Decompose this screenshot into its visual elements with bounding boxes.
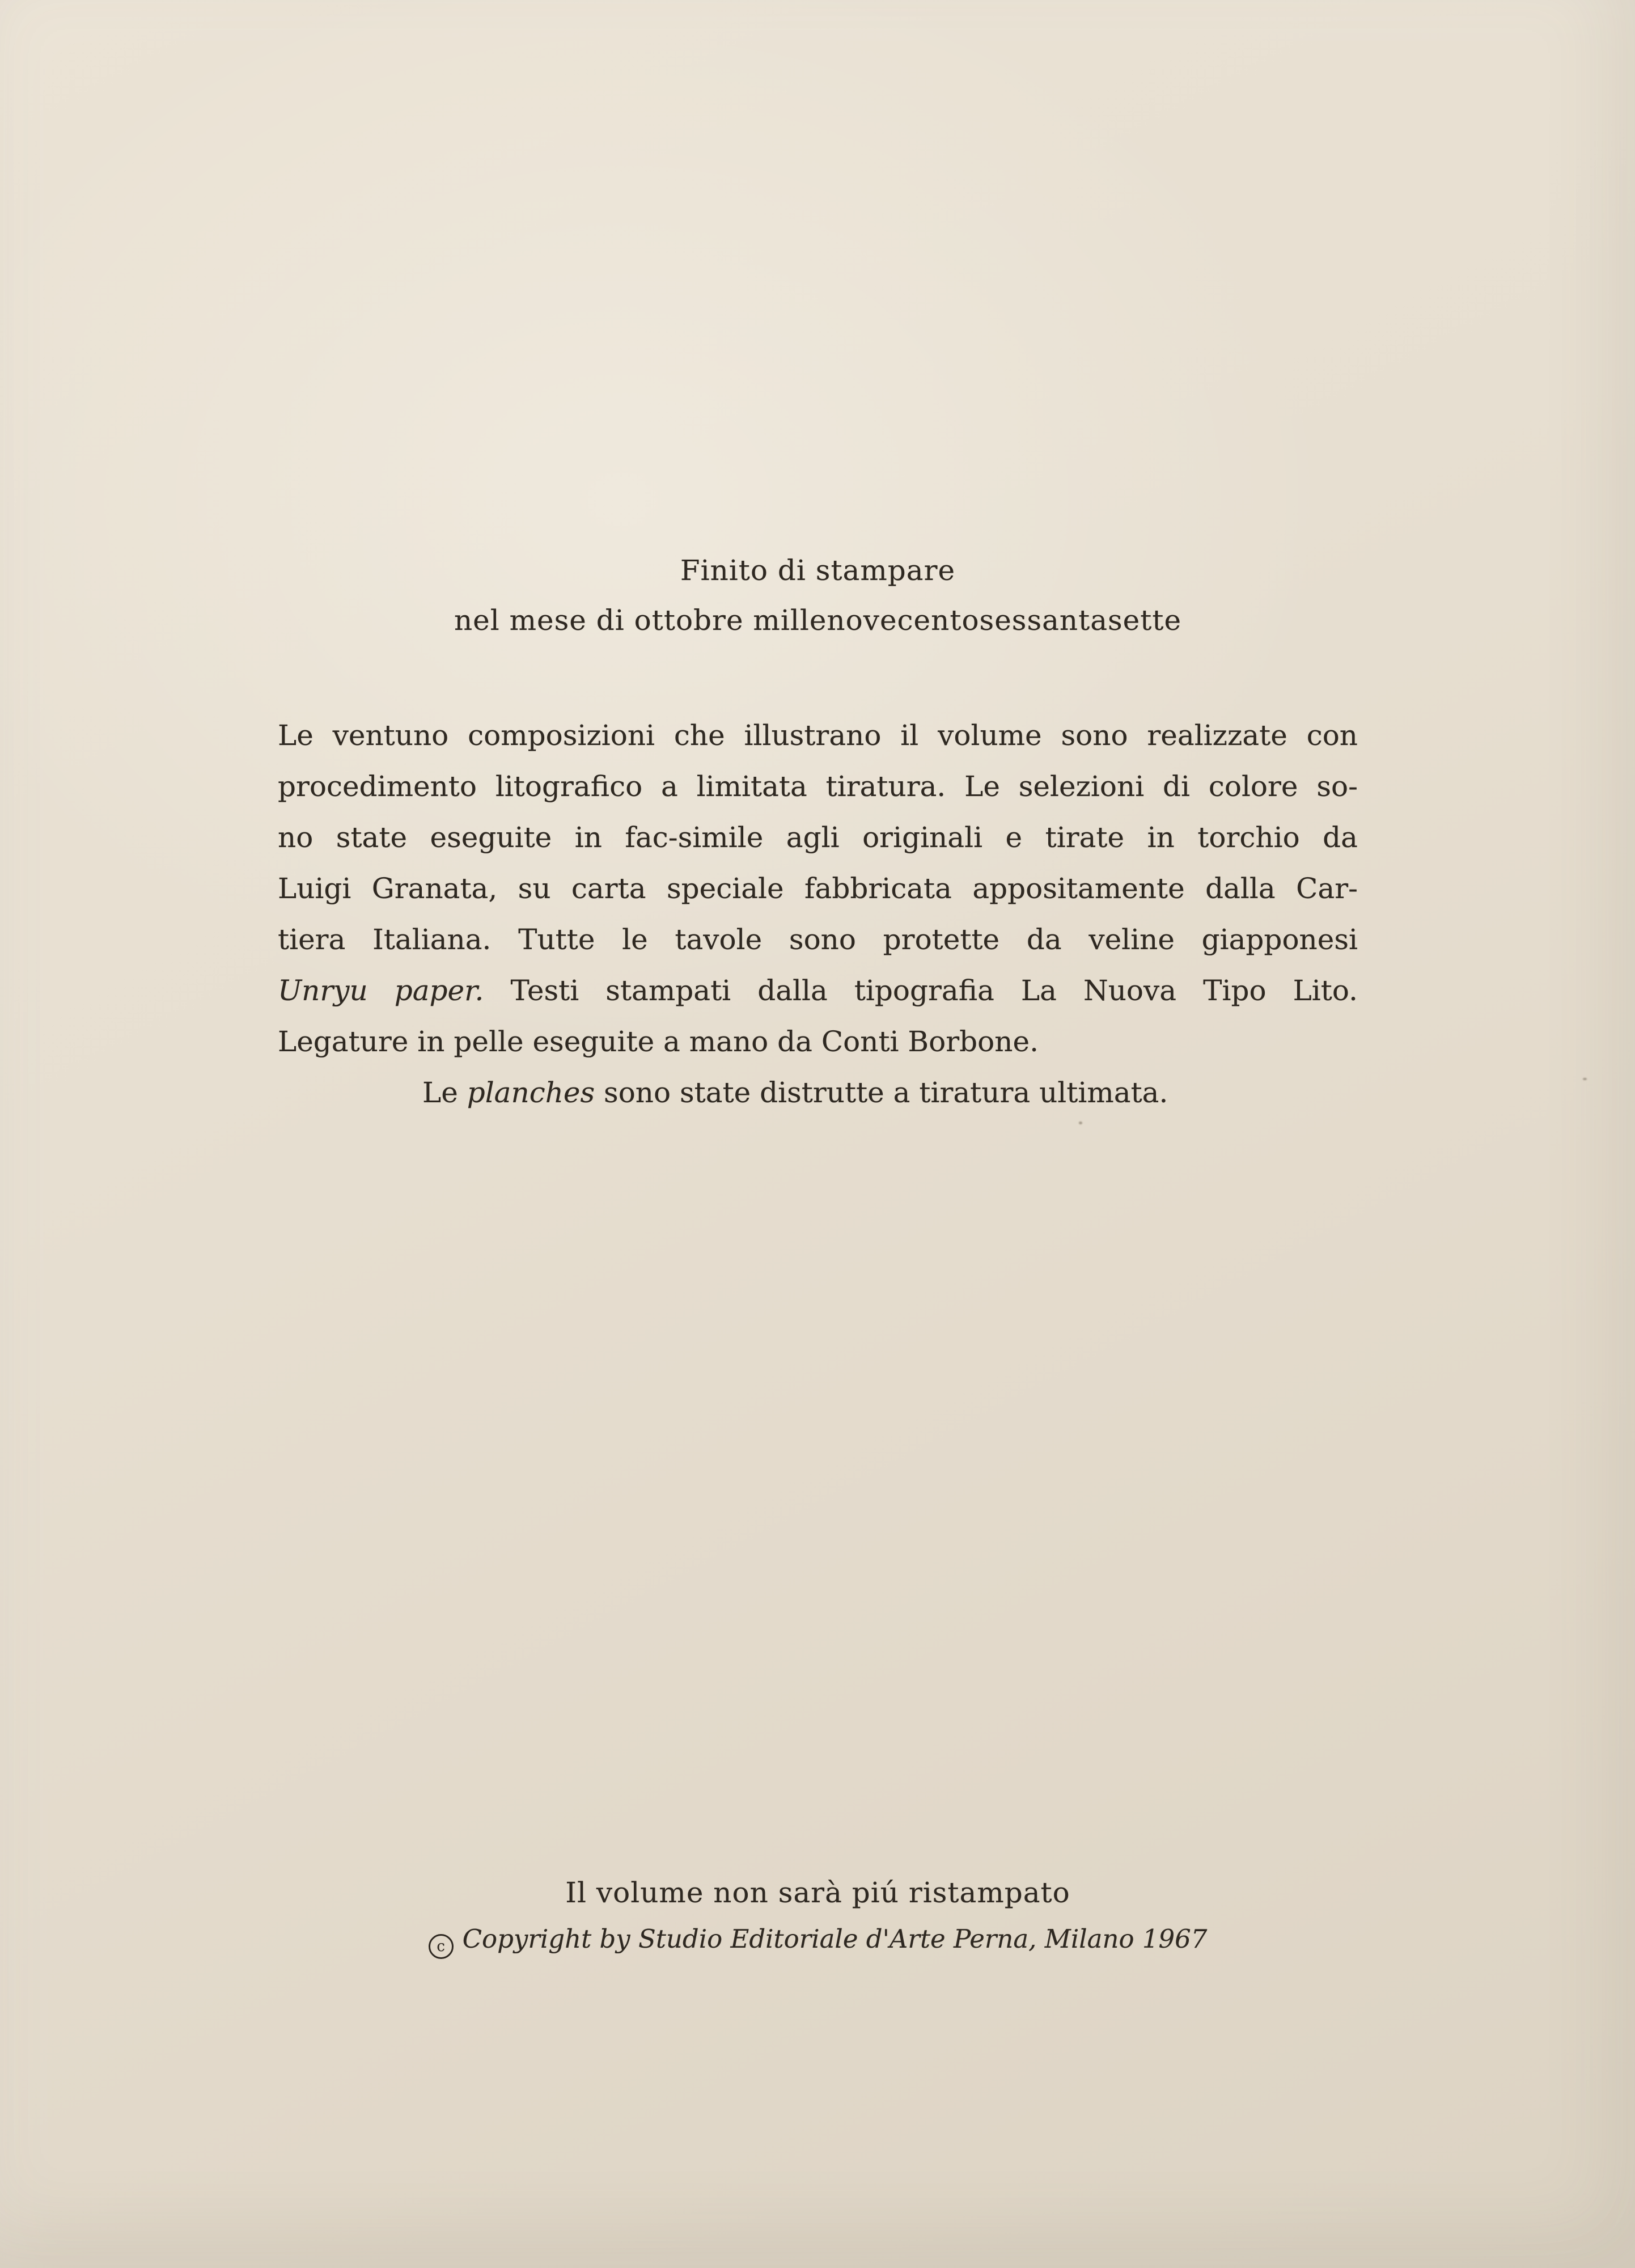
paragraph-line xyxy=(278,965,1358,1016)
copyright-text: Copyright by Studio Editoriale d'Arte Perna, Milano 1967 xyxy=(462,1924,1208,1954)
paragraph-text: sono state distrutte a tiratura ultimata. xyxy=(595,1076,1168,1109)
copyright-icon xyxy=(429,1934,454,1959)
copyright-letter: c xyxy=(437,1938,445,1955)
paragraph-text-italic: planches xyxy=(467,1076,595,1109)
paper-speck xyxy=(1079,1122,1082,1124)
no-reprint-notice: Il volume non sarà piú ristampato xyxy=(565,1876,1070,1909)
paragraph-text: tiera Italiana. Tutte le tavole sono protette da veline giapponesi xyxy=(278,923,1358,956)
paragraph-line xyxy=(278,1016,1358,1067)
copyright-line xyxy=(278,1922,1358,1959)
paragraph-line xyxy=(278,812,1358,863)
paragraph-text: Legature in pelle eseguite a mano da Conti Borbone. xyxy=(278,1025,1039,1058)
paragraph-text: no state eseguite in fac-simile agli originali e tirate in torchio da xyxy=(278,821,1358,854)
colophon-paragraph xyxy=(278,710,1358,1118)
paper-speck xyxy=(1583,1078,1587,1080)
paragraph-text: Le xyxy=(422,1076,467,1109)
paragraph-line xyxy=(278,761,1358,812)
heading-line: Finito di stampare xyxy=(680,554,956,587)
paragraph-text: procedimento litografico a limitata tiratura. Le selezioni di colore so- xyxy=(278,770,1358,803)
paragraph-text: Testi stampati dalla tipografia La Nuova Tipo Lito. xyxy=(484,974,1358,1007)
paragraph-text: Luigi Granata, su carta speciale fabbricata appositamente dalla Car- xyxy=(278,872,1358,905)
heading-line: nel mese di ottobre millenovecentosessantasette xyxy=(454,604,1182,637)
paragraph-text: Le ventuno composizioni che illustrano il volume sono realizzate con xyxy=(278,719,1358,752)
paragraph-line xyxy=(278,914,1358,965)
paragraph-line xyxy=(278,863,1358,914)
colophon-heading xyxy=(278,545,1358,645)
colophon-footer xyxy=(278,1872,1358,1959)
paragraph-line xyxy=(278,710,1358,761)
paragraph-text-italic: Unryu paper. xyxy=(278,974,484,1007)
paragraph-line xyxy=(278,1067,1358,1118)
